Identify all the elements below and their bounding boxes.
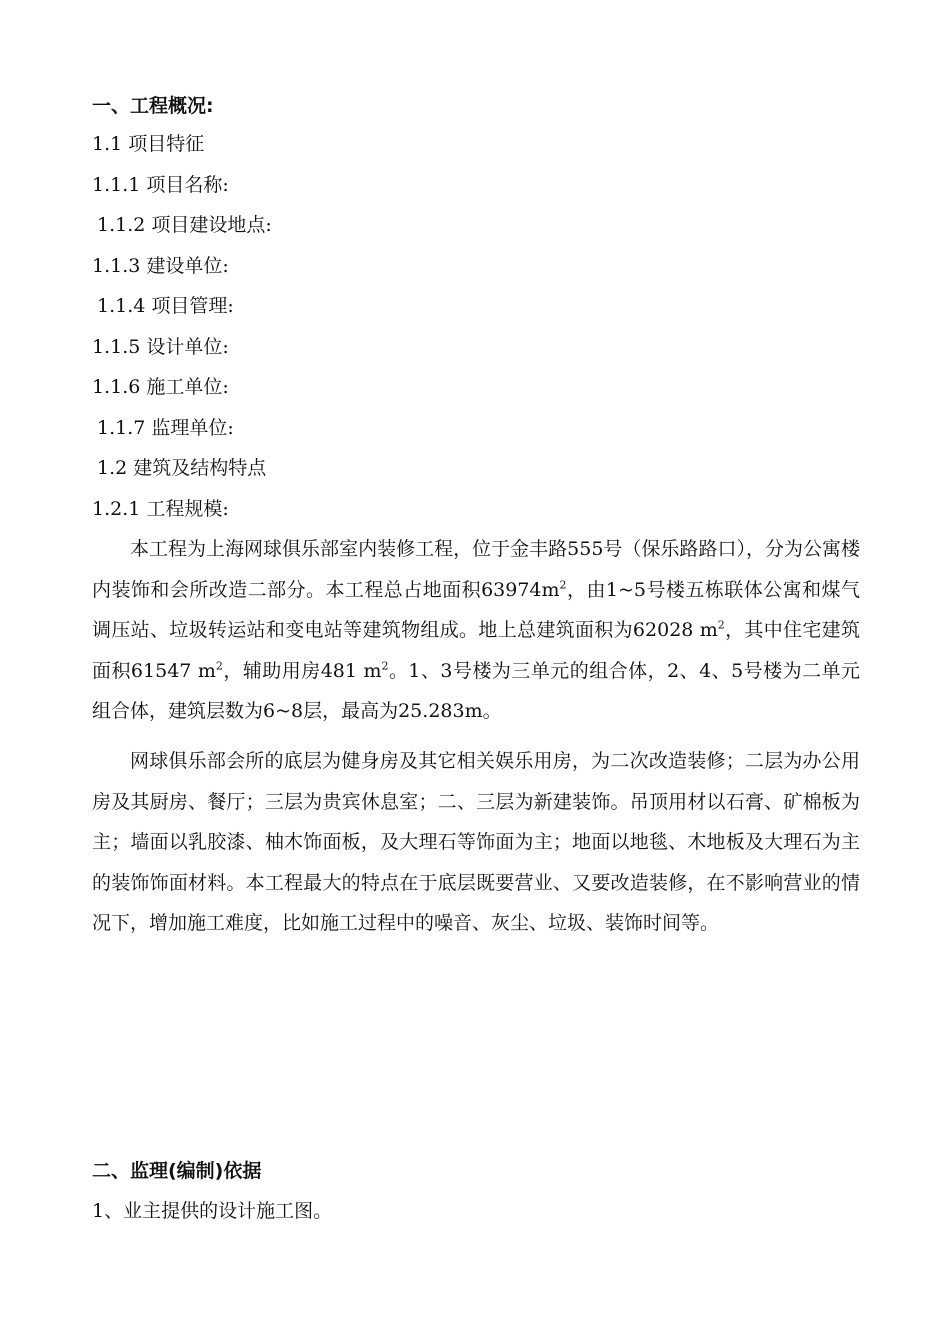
item-1-1: 1.1 项目特征 xyxy=(92,133,205,155)
unit-superscript: 2 xyxy=(559,578,567,592)
scale-text-b: ，由1~5号楼五栋联体公寓和煤气调压站、垃圾转运站和变电站等建筑物组成。地上总建筑面积为62028 m xyxy=(92,578,860,641)
item-1-2-1: 1.2.1 工程规模: xyxy=(92,498,229,520)
unit-superscript: 2 xyxy=(717,618,725,632)
project-scale-paragraph xyxy=(92,529,860,732)
clubhouse-paragraph: 网球俱乐部会所的底层为健身房及其它相关娱乐用房，为二次改造装修；二层为办公用房及其厨房、餐厅；三层为贵宾休息室；二、三层为新建装饰。吊顶用材以石膏、矿棉板为主；墙面以乳胶漆、柚木饰面板，及大理石等饰面为主；地面以地毯、木地板及大理石为主的装饰饰面材料。本工程最大的特点在于底层既要营业、又要改造装修，在不影响营业的情况下，增加施工难度，比如施工过程中的噪音、灰尘、垃圾、装饰时间等。 xyxy=(92,750,860,934)
scale-text-c: ，其中住宅建筑面积61547 m xyxy=(92,619,860,682)
item-1-1-1: 1.1.1 项目名称: xyxy=(92,174,229,196)
section-2-item-1: 1、业主提供的设计施工图。 xyxy=(92,1200,333,1222)
section-2-heading: 二、监理(编制)依据 xyxy=(92,1160,262,1182)
item-1-1-5: 1.1.5 设计单位: xyxy=(92,336,229,358)
item-1-2: 1.2 建筑及结构特点 xyxy=(97,457,267,479)
scale-text-d: ，辅助用房481 m xyxy=(222,659,382,682)
section-1-heading: 一、工程概况: xyxy=(92,95,214,117)
scale-text-e: 。1、3号楼为三单元的组合体，2、4、5号楼为二单元组合体，建筑层数为6~8层，最高为25.283m。 xyxy=(92,659,861,722)
item-1-1-4: 1.1.4 项目管理: xyxy=(97,295,234,317)
item-1-1-7: 1.1.7 监理单位: xyxy=(97,417,234,439)
item-1-1-2: 1.1.2 项目建设地点: xyxy=(97,214,272,236)
item-1-1-3: 1.1.3 建设单位: xyxy=(92,255,229,277)
unit-superscript: 2 xyxy=(381,659,389,673)
scale-text-a: 本工程为上海网球俱乐部室内装修工程，位于金丰路555号（保乐路路口），分为公寓楼内装饰和会所改造二部分。本工程总占地面积63974m xyxy=(92,538,860,601)
unit-superscript: 2 xyxy=(215,659,223,673)
item-1-1-6: 1.1.6 施工单位: xyxy=(92,376,229,398)
